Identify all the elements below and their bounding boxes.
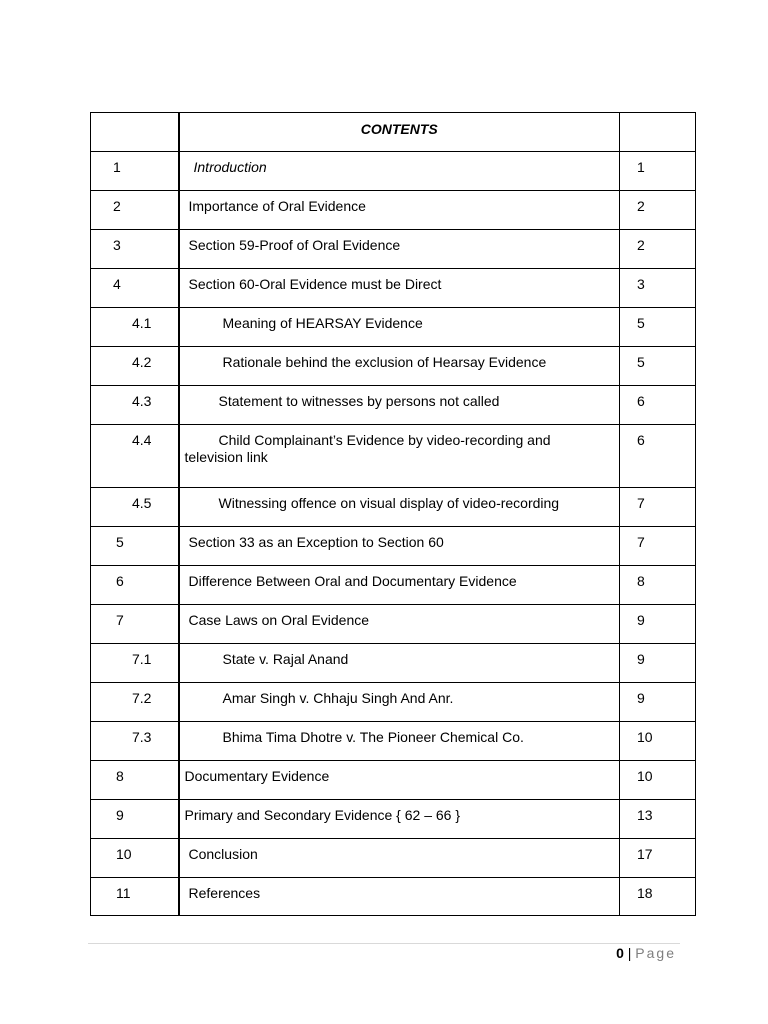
toc-row (91, 386, 696, 425)
toc-row (91, 308, 696, 347)
toc-number: 11 (116, 885, 131, 901)
toc-title: Bhima Tima Dhotre v. The Pioneer Chemical Co. (222, 729, 524, 745)
toc-row (91, 191, 696, 230)
toc-number: 4.2 (132, 354, 152, 370)
toc-title: Importance of Oral Evidence (188, 198, 366, 214)
header-title-cell (179, 113, 620, 152)
toc-page: 10 (637, 768, 653, 784)
toc-row (91, 230, 696, 269)
toc-row (91, 566, 696, 605)
toc-number: 5 (116, 534, 124, 550)
toc-row (91, 800, 696, 839)
toc-title: References (188, 885, 261, 901)
toc-number: 6 (116, 573, 124, 589)
header-blank-cell (91, 113, 179, 152)
toc-row (91, 269, 696, 308)
toc-title: Conclusion (188, 846, 258, 862)
footer-divider (88, 943, 680, 944)
toc-number: 7.1 (132, 651, 152, 667)
toc-title: Section 59-Proof of Oral Evidence (188, 237, 401, 253)
toc-header-row (91, 113, 696, 152)
toc-row (91, 878, 696, 916)
toc-row (91, 425, 696, 488)
table-of-contents (90, 112, 696, 916)
toc-title: Case Laws on Oral Evidence (188, 612, 370, 628)
toc-number: 9 (116, 807, 124, 823)
toc-title: Documentary Evidence (184, 768, 330, 784)
toc-row (91, 683, 696, 722)
footer-page-number: 0 (616, 945, 624, 961)
toc-page: 10 (637, 729, 653, 745)
toc-row (91, 839, 696, 878)
toc-title: Rationale behind the exclusion of Hearsay Evidence (222, 354, 547, 370)
toc-page: 6 (637, 432, 645, 448)
toc-title: Section 33 as an Exception to Section 60 (188, 534, 444, 550)
toc-number: 4.1 (132, 315, 152, 331)
toc-number: 1 (113, 159, 121, 175)
toc-heading: CONTENTS (360, 121, 438, 137)
toc-number: 3 (113, 237, 121, 253)
toc-page: 7 (637, 495, 645, 511)
toc-page: 5 (637, 354, 645, 370)
toc-page: 9 (637, 651, 645, 667)
toc-number: 4 (113, 276, 121, 292)
toc-title: State v. Rajal Anand (222, 651, 349, 667)
toc-page: 2 (637, 237, 645, 253)
toc-title: Difference Between Oral and Documentary Evidence (188, 573, 517, 589)
toc-page: 9 (637, 690, 645, 706)
toc-title: Meaning of HEARSAY Evidence (222, 315, 423, 331)
toc-page: 17 (637, 846, 653, 862)
toc-row (91, 152, 696, 191)
toc-title: Amar Singh v. Chhaju Singh And Anr. (222, 690, 454, 706)
toc-title: Witnessing offence on visual display of video-recording (218, 495, 560, 511)
toc-title: Primary and Secondary Evidence { 62 – 66 } (184, 807, 461, 823)
toc-title: Statement to witnesses by persons not called (218, 393, 500, 409)
toc-number: 4.4 (132, 432, 152, 448)
toc-row (91, 347, 696, 386)
toc-row (91, 722, 696, 761)
toc-page: 5 (637, 315, 645, 331)
toc-number: 7.2 (132, 690, 152, 706)
toc-title: Section 60-Oral Evidence must be Direct (188, 276, 442, 292)
page-footer (616, 945, 676, 961)
toc-title-wrapped (180, 425, 620, 466)
toc-page: 6 (637, 393, 645, 409)
toc-row (91, 605, 696, 644)
toc-page: 2 (637, 198, 645, 214)
toc-number: 4.3 (132, 393, 152, 409)
toc-number: 4.5 (132, 495, 152, 511)
toc-page: 3 (637, 276, 645, 292)
toc-number: 7.3 (132, 729, 152, 745)
toc-row (91, 761, 696, 800)
toc-title: Introduction (193, 159, 267, 175)
footer-page-label: Page (635, 945, 676, 961)
toc-row (91, 488, 696, 527)
toc-page: 9 (637, 612, 645, 628)
toc-page: 8 (637, 573, 645, 589)
toc-page: 1 (637, 159, 645, 175)
footer-separator: | (627, 945, 632, 961)
toc-title-line1: Child Complainant’s Evidence by video-recording and (218, 432, 551, 448)
toc-row (91, 527, 696, 566)
header-blank-cell (620, 113, 696, 152)
toc-page: 7 (637, 534, 645, 550)
toc-page: 18 (637, 885, 653, 901)
toc-number: 2 (113, 198, 121, 214)
toc-number: 7 (116, 612, 124, 628)
toc-row (91, 644, 696, 683)
toc-title-line2: television link (184, 449, 268, 465)
toc-number: 10 (116, 846, 132, 862)
toc-number: 8 (116, 768, 124, 784)
toc-page: 13 (637, 807, 653, 823)
